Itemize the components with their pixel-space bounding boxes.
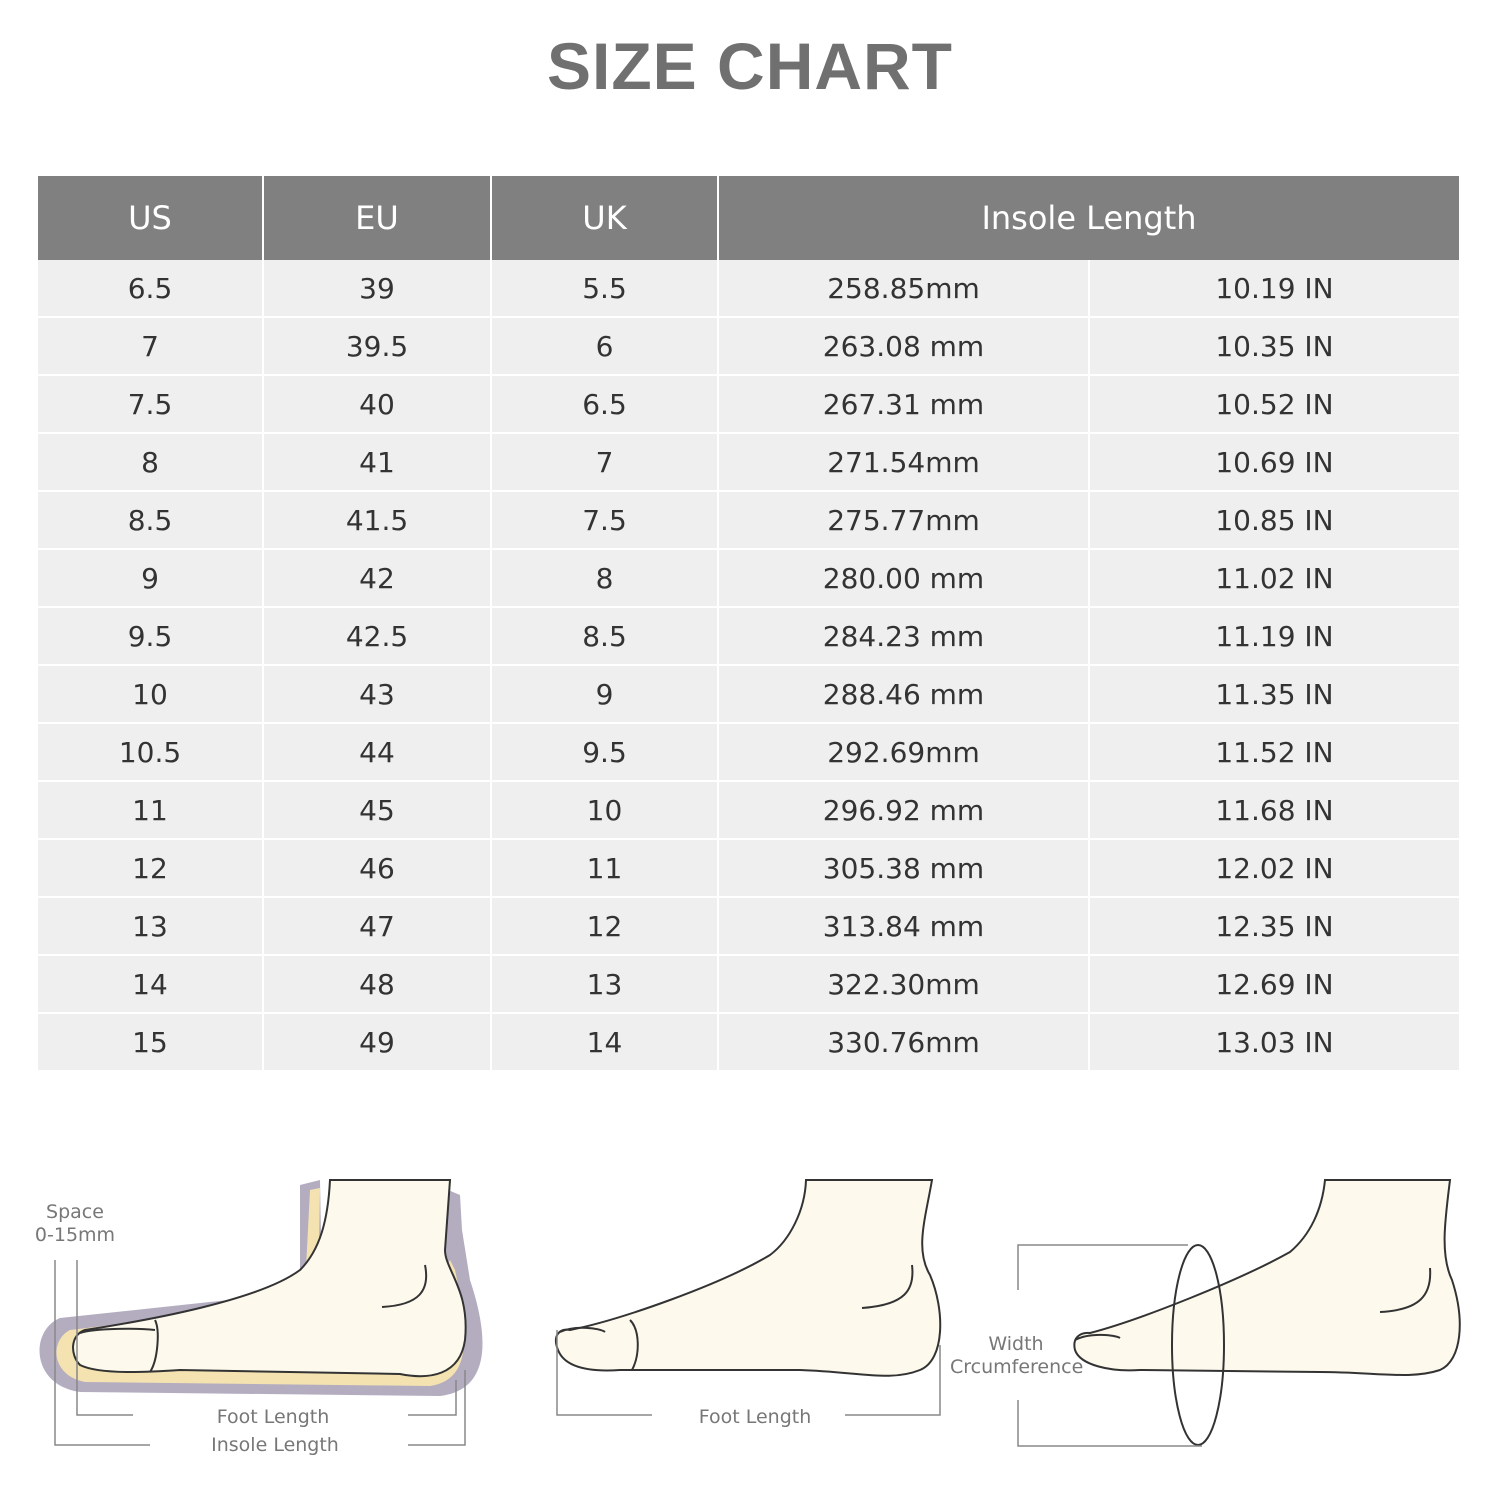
cell-uk: 7.5 xyxy=(492,492,719,550)
cell-insole-in: 11.02 IN xyxy=(1090,550,1459,608)
cell-insole-in: 12.69 IN xyxy=(1090,956,1459,1014)
cell-eu: 42.5 xyxy=(264,608,492,666)
table-row xyxy=(38,898,1459,956)
cell-insole-mm: 271.54mm xyxy=(719,434,1090,492)
cell-us: 15 xyxy=(38,1014,264,1072)
cell-insole-mm: 330.76mm xyxy=(719,1014,1090,1072)
cell-insole-mm: 292.69mm xyxy=(719,724,1090,782)
cell-uk: 6.5 xyxy=(492,376,719,434)
cell-us: 10 xyxy=(38,666,264,724)
cell-insole-mm: 263.08 mm xyxy=(719,318,1090,376)
cell-us: 7.5 xyxy=(38,376,264,434)
cell-insole-in: 10.69 IN xyxy=(1090,434,1459,492)
cell-eu: 49 xyxy=(264,1014,492,1072)
header-insole-length: Insole Length xyxy=(719,176,1459,260)
cell-insole-in: 10.35 IN xyxy=(1090,318,1459,376)
table-row xyxy=(38,260,1459,318)
cell-insole-in: 10.52 IN xyxy=(1090,376,1459,434)
cell-eu: 41.5 xyxy=(264,492,492,550)
table-row xyxy=(38,550,1459,608)
cell-insole-in: 10.85 IN xyxy=(1090,492,1459,550)
circumference-label: Crcumference xyxy=(950,1356,1084,1378)
table-row xyxy=(38,608,1459,666)
cell-uk: 8.5 xyxy=(492,608,719,666)
cell-us: 11 xyxy=(38,782,264,840)
cell-insole-mm: 267.31 mm xyxy=(719,376,1090,434)
cell-insole-in: 13.03 IN xyxy=(1090,1014,1459,1072)
table-row xyxy=(38,376,1459,434)
cell-insole-in: 10.19 IN xyxy=(1090,260,1459,318)
insole-length-label: Insole Length xyxy=(211,1434,339,1456)
bare-foot-illustration xyxy=(556,1180,940,1415)
foot-length-label-2: Foot Length xyxy=(698,1406,812,1428)
cell-insole-in: 12.35 IN xyxy=(1090,898,1459,956)
page-title: SIZE CHART xyxy=(547,29,953,103)
cell-uk: 10 xyxy=(492,782,719,840)
cell-eu: 48 xyxy=(264,956,492,1014)
size-chart-table xyxy=(38,176,1459,1072)
cell-uk: 9.5 xyxy=(492,724,719,782)
cell-us: 8 xyxy=(38,434,264,492)
foot-measurement-diagrams xyxy=(0,1160,1500,1480)
foot-illustrations xyxy=(0,1160,1500,1480)
cell-eu: 40 xyxy=(264,376,492,434)
cell-eu: 45 xyxy=(264,782,492,840)
cell-insole-mm: 296.92 mm xyxy=(719,782,1090,840)
cell-us: 9 xyxy=(38,550,264,608)
header-uk: UK xyxy=(492,176,719,260)
cell-eu: 39 xyxy=(264,260,492,318)
cell-uk: 11 xyxy=(492,840,719,898)
cell-insole-in: 12.02 IN xyxy=(1090,840,1459,898)
cell-insole-in: 11.52 IN xyxy=(1090,724,1459,782)
table-row xyxy=(38,434,1459,492)
cell-us: 8.5 xyxy=(38,492,264,550)
cell-eu: 43 xyxy=(264,666,492,724)
table-row xyxy=(38,666,1459,724)
cell-insole-in: 11.68 IN xyxy=(1090,782,1459,840)
header-us: US xyxy=(38,176,264,260)
table-row xyxy=(38,492,1459,550)
cell-us: 12 xyxy=(38,840,264,898)
table-row xyxy=(38,318,1459,376)
cell-uk: 13 xyxy=(492,956,719,1014)
table-row xyxy=(38,840,1459,898)
table-row xyxy=(38,782,1459,840)
foot-length-label: Foot Length xyxy=(216,1406,330,1428)
foot-width-illustration xyxy=(1018,1180,1460,1446)
cell-eu: 47 xyxy=(264,898,492,956)
cell-us: 6.5 xyxy=(38,260,264,318)
cell-us: 13 xyxy=(38,898,264,956)
cell-uk: 8 xyxy=(492,550,719,608)
table-row xyxy=(38,724,1459,782)
cell-eu: 44 xyxy=(264,724,492,782)
cell-eu: 39.5 xyxy=(264,318,492,376)
cell-uk: 7 xyxy=(492,434,719,492)
cell-uk: 6 xyxy=(492,318,719,376)
cell-insole-mm: 258.85mm xyxy=(719,260,1090,318)
space-label: Space xyxy=(46,1201,104,1223)
cell-uk: 12 xyxy=(492,898,719,956)
cell-insole-mm: 322.30mm xyxy=(719,956,1090,1014)
cell-insole-in: 11.19 IN xyxy=(1090,608,1459,666)
cell-insole-in: 11.35 IN xyxy=(1090,666,1459,724)
header-eu: EU xyxy=(264,176,492,260)
cell-eu: 41 xyxy=(264,434,492,492)
table-header-row xyxy=(38,176,1459,260)
cell-us: 9.5 xyxy=(38,608,264,666)
cell-insole-mm: 280.00 mm xyxy=(719,550,1090,608)
cell-eu: 42 xyxy=(264,550,492,608)
table-row xyxy=(38,1014,1459,1072)
cell-insole-mm: 313.84 mm xyxy=(719,898,1090,956)
table-row xyxy=(38,956,1459,1014)
cell-us: 14 xyxy=(38,956,264,1014)
cell-insole-mm: 288.46 mm xyxy=(719,666,1090,724)
cell-insole-mm: 305.38 mm xyxy=(719,840,1090,898)
cell-insole-mm: 284.23 mm xyxy=(719,608,1090,666)
space-value: 0-15mm xyxy=(34,1224,116,1246)
cell-us: 7 xyxy=(38,318,264,376)
width-label: Width xyxy=(988,1333,1044,1355)
cell-uk: 14 xyxy=(492,1014,719,1072)
cell-uk: 9 xyxy=(492,666,719,724)
cell-eu: 46 xyxy=(264,840,492,898)
cell-uk: 5.5 xyxy=(492,260,719,318)
cell-insole-mm: 275.77mm xyxy=(719,492,1090,550)
cell-us: 10.5 xyxy=(38,724,264,782)
